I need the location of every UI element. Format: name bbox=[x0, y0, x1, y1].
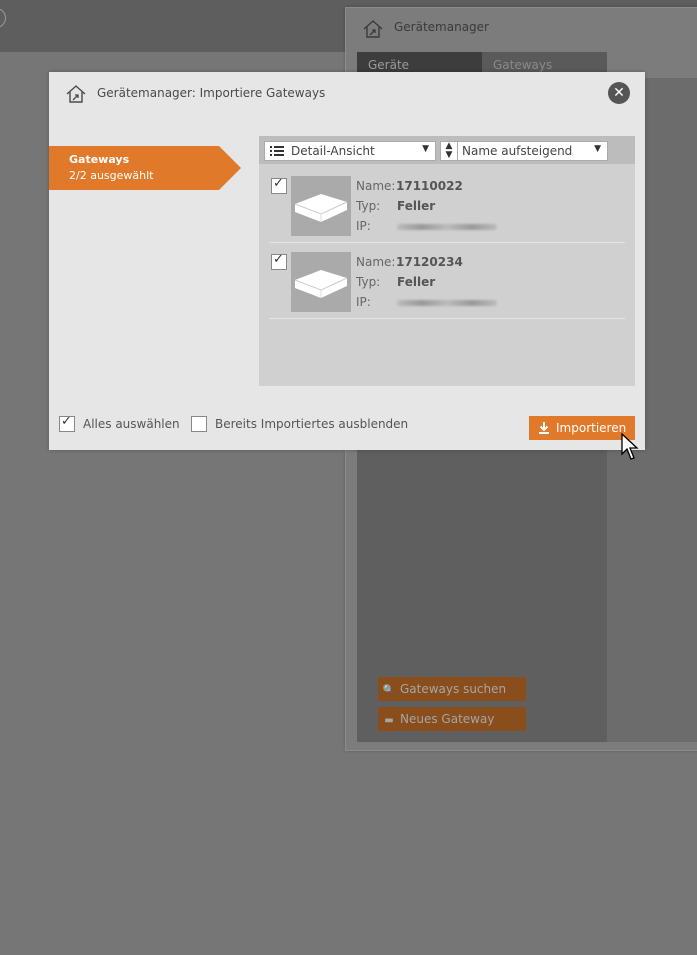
close-icon[interactable]: ✕ bbox=[608, 82, 630, 104]
list-view-icon bbox=[269, 144, 285, 158]
import-button-label: Importieren bbox=[556, 421, 627, 435]
gateway-name: 17120234 bbox=[396, 255, 463, 269]
top-left-circle-icon[interactable] bbox=[0, 8, 6, 28]
dialog-title: Gerätemanager: Importiere Gateways bbox=[97, 86, 326, 100]
gateway-device-icon bbox=[291, 252, 351, 312]
chevron-down-icon: ▼ bbox=[594, 144, 601, 154]
search-icon: 🔍 bbox=[382, 685, 396, 696]
select-all-label[interactable]: Alles auswählen bbox=[83, 417, 180, 431]
name-field-label: Name: bbox=[356, 255, 396, 269]
gateway-device-icon bbox=[291, 176, 351, 236]
gateway-icon: ▬ bbox=[384, 715, 394, 726]
gateway-type: Feller bbox=[397, 275, 436, 289]
search-gateways-button[interactable] bbox=[378, 677, 526, 701]
view-mode-select[interactable] bbox=[264, 141, 436, 161]
gateway-list-panel bbox=[259, 136, 635, 386]
home-icon bbox=[362, 18, 384, 40]
sort-order-value: Name aufsteigend bbox=[462, 144, 573, 158]
check-icon: ✓ bbox=[273, 252, 284, 267]
gateway-name: 17110022 bbox=[396, 179, 463, 193]
check-icon: ✓ bbox=[61, 414, 72, 429]
new-gateway-button[interactable] bbox=[378, 707, 526, 731]
tab-geraete[interactable]: Geräte bbox=[357, 52, 482, 78]
view-mode-value: Detail-Ansicht bbox=[291, 144, 375, 158]
ip-field-label: IP: bbox=[356, 295, 371, 309]
tab-gateways[interactable]: Gateways bbox=[482, 52, 607, 78]
gateway-list-item[interactable] bbox=[269, 242, 625, 319]
background-window-titlebar bbox=[346, 8, 697, 50]
sort-order-select[interactable] bbox=[440, 141, 608, 161]
hide-imported-checkbox[interactable] bbox=[191, 416, 207, 432]
redacted-ip bbox=[397, 300, 497, 306]
gateway-checkbox[interactable] bbox=[271, 178, 287, 194]
list-toolbar bbox=[259, 136, 635, 164]
gateway-thumbnail bbox=[291, 252, 351, 312]
sort-icon: ▲ ▼ bbox=[441, 142, 458, 160]
download-icon bbox=[537, 416, 551, 440]
check-icon: ✓ bbox=[273, 176, 284, 191]
import-gateways-dialog bbox=[49, 72, 645, 450]
search-gateways-label: Gateways suchen bbox=[400, 682, 507, 696]
sidebar-item-gateways[interactable] bbox=[49, 146, 219, 190]
ip-field-label: IP: bbox=[356, 219, 371, 233]
gateway-list-item[interactable] bbox=[269, 166, 625, 243]
new-gateway-label: Neues Gateway bbox=[400, 712, 495, 726]
name-field-label: Name: bbox=[356, 179, 396, 193]
background-window-title: Gerätemanager bbox=[394, 20, 489, 34]
redacted-ip bbox=[397, 224, 497, 230]
mouse-cursor-icon bbox=[620, 432, 640, 462]
sidebar-item-title: Gateways bbox=[69, 153, 130, 166]
sidebar-item-subtitle: 2/2 ausgewählt bbox=[69, 169, 154, 182]
type-field-label: Typ: bbox=[356, 275, 381, 289]
type-field-label: Typ: bbox=[356, 199, 381, 213]
gateway-thumbnail bbox=[291, 176, 351, 236]
home-icon bbox=[65, 83, 87, 105]
gateway-type: Feller bbox=[397, 199, 436, 213]
hide-imported-label[interactable]: Bereits Importiertes ausblenden bbox=[215, 417, 409, 431]
sidebar-item-arrow bbox=[219, 146, 241, 190]
select-all-checkbox[interactable] bbox=[59, 416, 75, 432]
chevron-down-icon: ▼ bbox=[422, 144, 429, 154]
gateway-checkbox[interactable] bbox=[271, 254, 287, 270]
